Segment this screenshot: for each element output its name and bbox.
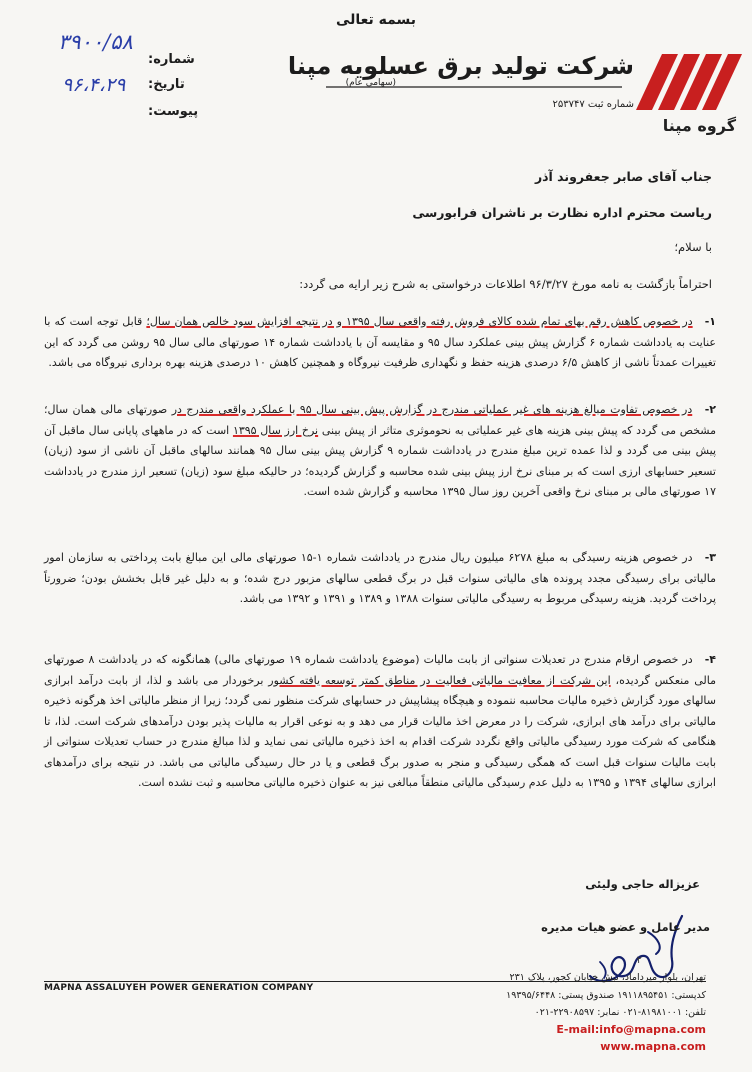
recipient-title: ریاست محترم اداره نظارت بر ناشران فرابورسی: [412, 205, 712, 220]
paragraph-1: [44, 312, 716, 374]
corner-mark: ۲: [636, 955, 642, 966]
footer-email[interactable]: E-mail:info@mapna.com: [556, 1023, 706, 1036]
paragraph-text: برخوردار می باشد و لذا، از بابت درآمد ابرازی سالهای مورد گزارش ذخیره مالیات محاسبه ننموده و هیچگاه پیشاپیش در حسابهای شرکت منظور نمی گردد؛ زیرا از منظر مالیاتی اخذ هرگونه ذخیره مالیاتی برای درآمد های ابرازی، شرکت را در معرض اخذ مالیات قرار می دهد و به نوعی اقرار به مالیات پذیر بودن درآمدهای شرکت است. لذا، تا هنگامی که شرکت مورد رسیدگی مالیاتی واقع نگردد شرکت اقدام به اخذ ذخیره مالیاتی نمی نماید و لذا مبالغ مندرج در حساب تعدیلات سنواتی از بابت مالیات سنوات قبل است که همگی رسیدگی و منجر به صدور برگ قطعی و یا در حال رسیدگی مالیاتی می باشد. در نتیجه برای درآمدهای ابرازی سالهای ۱۳۹۴ و ۱۳۹۵ به دلیل عدم رسیدگی مالیاتی منطقاً مبالغی نیز به عنوان ذخیره مالیاتی محاسبه و ثبت نشده است.: [44, 673, 716, 789]
company-type: (سهامی عام): [345, 78, 396, 88]
paragraph-text: در خصوص هزینه رسیدگی به مبلغ ۶۲۷۸ میلیون ریال مندرج در یادداشت شماره ۱-۱۵ صورتهای مالی این مبالغ بابت پرداختی به سازمان امور مالیاتی برای رسیدگی مجدد پرونده های مالیاتی سنوات قبل در برگ قطعی سالهای مزبور درج شده؛ و به دلیل غیر قابل بخشش بودن؛ ضرورتاً پرداخت گردید. هزینه رسیدگی مربوط به رسیدگی مالیاتی سنوات ۱۳۸۸ و ۱۳۸۹ و ۱۳۹۱ و ۱۳۹۲ می باشد.: [44, 551, 716, 605]
paragraph-text: صورتهای مالی همان سال؛ مشخص می گردد که پیش بینی هزینه های غیر عملیاتی به نحوموثری متاثر از پیش بینی: [44, 403, 717, 437]
highlighted-text: در خصوص کاهش رقم بهای تمام شده کالای فروش رفته واقعی سال ۱۳۹۵ و در نتیجه افزایش سود خالص همان سال؛: [146, 315, 693, 328]
footer-postal: کدپستی: ۱۹۱۱۸۹۵۴۵۱ صندوق پستی: ۱۹۳۹۵/۶۴۴۸: [506, 990, 706, 1001]
handwritten-letter-number: ۳۹۰۰/۵۸: [58, 30, 133, 54]
date-label: تاریخ:: [148, 77, 185, 92]
handwritten-letter-date: ۹۶،۴،۲۹: [62, 74, 126, 96]
attachment-label: پیوست:: [148, 104, 199, 119]
recipient-name: جناب آقای صابر جعفروند آذر: [534, 169, 712, 184]
paragraph-text: در خصوص ارقام مندرج در تعدیلات سنواتی از بابت مالیات (موضوع یادداشت شماره ۱۹ صورتهای مالی) همانگونه که در یادداشت ۸ صورتهای مالی منعکس گردیده،: [44, 653, 716, 687]
signatory-name: عزیزاله حاجی ولیئی: [585, 877, 700, 891]
paragraph-number: ۴-: [704, 653, 716, 666]
highlighted-text: این شرکت از معافیت مالیاتی فعالیت در مناطق کمتر توسعه یافته کشور: [268, 673, 611, 687]
paragraph-number: ۳-: [704, 551, 716, 564]
highlighted-text: در خصوص تفاوت مبالغ هزینه های غیر عملیاتی مندرج در گزارش پیش بینی سال ۹۵ با عملکرد واقعی مندرج در: [171, 403, 693, 416]
paragraph-number: ۲-: [704, 403, 716, 416]
logo-caption: گروه مپنا: [662, 116, 736, 135]
signature-icon: [578, 902, 698, 998]
paragraph-3: [44, 548, 716, 610]
intro-line: احتراماً بازگشت به نامه مورخ ۹۶/۳/۲۷ اطلاعات درخواستی به شرح زیر ارایه می گردد:: [299, 277, 712, 291]
header-rule: [326, 84, 622, 90]
company-name: شرکت تولید برق عسلویه مپنا: [287, 52, 634, 80]
footer-company-english: MAPNA ASSALUYEH POWER GENERATION COMPANY: [44, 983, 314, 993]
bismillah: بسمه تعالی: [335, 12, 417, 28]
number-label: شماره:: [148, 52, 195, 67]
paragraph-2: [44, 400, 716, 503]
paragraph-text: است که در ماههای پایانی سال ماقبل آن پیش بینی می گردد و لذا عمده ترین مبلغ مندرج در یادداشت شماره ۹ گزارش پیش بینی سال ۹۵ همانند سالهای ماقبل آن ناشی از سود (زیان) تسعیر حسابهای ارزی است که بر مبنای نرخ ارز پیش بینی شده محاسبه و گزارش گردیده؛ در حالیکه مبلغ سود (زیان) تسعیر ارز مندرج در یادداشت ۱۷ صورتهای مالی بر مبنای نرخ واقعی آخرین روز سال ۱۳۹۵ محاسبه و گزارش شده است.: [44, 423, 717, 498]
highlighted-text: نرخ ارز سال ۱۳۹۵: [232, 423, 319, 437]
greeting: با سلام؛: [674, 240, 712, 254]
signatory-title: مدیر عامل و عضو هیات مدیره: [541, 920, 710, 934]
registration-number: شماره ثبت ۲۵۳۷۴۷: [552, 99, 634, 110]
paragraph-number: ۱-: [704, 315, 716, 328]
paragraph-4: [44, 650, 716, 794]
footer-website[interactable]: www.mapna.com: [600, 1040, 706, 1053]
footer-address: تهران، بلوار میرداماد، نبش خیابان کجور، پلاک ۲۳۱: [509, 972, 706, 983]
paragraph-text: قابل توجه است که با عنایت به یادداشت شماره ۶ گزارش پیش بینی عملکرد سال ۹۵ و مقایسه آن با یادداشت شماره ۱۴ صورتهای مالی سال ۹۵ روشن می گردد که این تغییرات عمدتاً ناشی از کاهش ۶/۵ درصدی هزینه حفظ و نگهداری ظرفیت نیروگاه و همچنین کاهش ۱۰ درصدی هزینه بهره برداری نیروگاه می باشد.: [44, 315, 716, 369]
footer-phone: تلفن: ۸۱۹۸۱۰۰۱-۰۲۱ نمابر: ۲۲۹۰۸۵۹۷-۰۲۱: [534, 1007, 706, 1018]
